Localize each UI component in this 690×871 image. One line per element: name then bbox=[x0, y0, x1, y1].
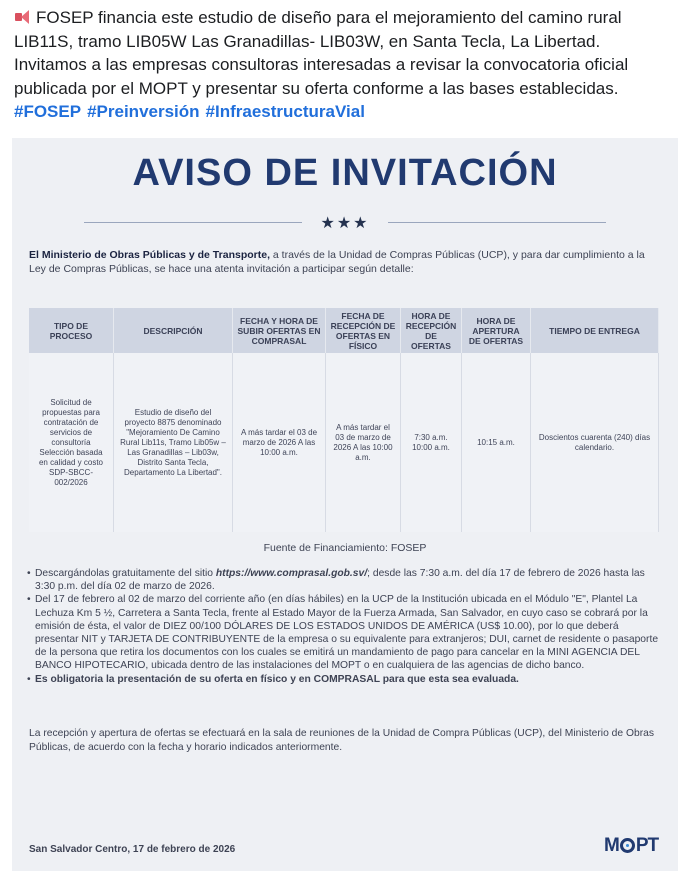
comprasal-link: https://www.comprasal.gob.sv/ bbox=[215, 568, 368, 579]
table-header-row bbox=[29, 308, 659, 353]
list-item: • Del 17 de febrero al 02 de marzo del corriente año (en días hábiles) en la UCP de la Institución ubicada en el Módulo "E", Plantel La Lechuza Km 5 ½, Carretera a Santa Tecla, frente al Estado Mayor de la Fuerza Armada, San Salvador, en cuyo caso se cobrará por la emisión de ésta, el valor de DIEZ 00/100 DÓLARES DE LOS ESTADOS UNIDOS DE AMÉRICA (US$ 10.00), por lo que deberá presentar NIT y TARJETA DE CONTRIBUYENTE de la empresa o su equivalente para extranjeros; DUI, carnet de residente o pasaporte de la persona que retira los documentos con los cuales se emitirá un mandamiento de pago para cancelar en la MINI AGENCIA DEL BANCO HIPOTECARIO, ubicada dentro de las instalaciones del MOPT o en cualquiera de las agencias de dicho banco. bbox=[29, 593, 663, 672]
intro-rest: a través de la Unidad de Compras Públicas (UCP), y para dar cumplimiento a la Ley de Compras Públicas, se hace una atenta invitación a participar según detalle: bbox=[29, 249, 645, 275]
hashtag-infraestructura-vial[interactable]: #InfraestructuraVial bbox=[205, 102, 365, 121]
header-cell: TIEMPO DE ENTREGA bbox=[531, 308, 659, 353]
header-cell: HORA DE APERTURA DE OFERTAS bbox=[462, 308, 531, 353]
post-body: FOSEP financia este estudio de diseño para el mejoramiento del camino rural LIB11S, tramo LIB05W Las Granadillas- LIB03W, en Santa Tecla, La Libertad. Invitamos a las empresas consultoras interesadas a revisar la convocatoria oficial publicada por el MOPT y presentar su oferta conforme a las bases establecidas. bbox=[14, 8, 629, 98]
flyer-title: AVISO DE INVITACIÓN bbox=[132, 152, 558, 194]
header-cell: DESCRIPCIÓN bbox=[114, 308, 233, 353]
table-cell: Doscientos cuarenta (240) días calendario. bbox=[531, 353, 659, 532]
header-cell: HORA DE RECEPCIÓN DE OFERTAS bbox=[401, 308, 462, 353]
closing-paragraph: La recepción y apertura de ofertas se efectuará en la sala de reuniones de la Unidad de Compra Públicas (UCP), del Ministerio de Obras Públicas, de acuerdo con la fecha y horario indicados anteriormente. bbox=[29, 728, 655, 753]
header-cell: FECHA Y HORA DE SUBIR OFERTAS EN COMPRASAL bbox=[233, 308, 326, 353]
instructions-list bbox=[29, 567, 663, 686]
intro-paragraph bbox=[29, 248, 663, 276]
table-row bbox=[29, 353, 659, 532]
intro-bold: El Ministerio de Obras Públicas y de Transporte, bbox=[29, 249, 270, 261]
table-cell: Estudio de diseño del proyecto 8875 denominado "Mejoramiento De Camino Rural Lib11s, Tramo Lib05w – Las Granadillas – Lib03w, Distrito Santa Tecla, Departamento La Libertad". bbox=[114, 353, 233, 532]
megaphone-icon bbox=[14, 10, 30, 24]
mopt-logo: M PT bbox=[604, 835, 659, 856]
table-cell: A más tardar el 03 de marzo de 2026 A las 10:00 a.m. bbox=[326, 353, 401, 532]
table-cell: A más tardar el 03 de marzo de 2026 A las 10:00 a.m. bbox=[233, 353, 326, 532]
process-table bbox=[29, 308, 659, 532]
header-cell: FECHA DE RECEPCIÓN DE OFERTAS EN FÍSICO bbox=[326, 308, 401, 353]
funding-source: Fuente de Financiamiento: FOSEP bbox=[263, 542, 427, 554]
hashtags bbox=[14, 102, 371, 121]
table-cell: 7:30 a.m. 10:00 a.m. bbox=[401, 353, 462, 532]
table-cell: Solicitud de propuestas para contratación de servicios de consultoría Selección basada en calidad y costo SDP-SBCC-002/2026 bbox=[29, 353, 114, 532]
list-item bbox=[29, 567, 663, 593]
bullet1-pre: Descargándolas gratuitamente del sitio bbox=[35, 568, 216, 579]
list-item bbox=[29, 673, 663, 686]
divider-right bbox=[388, 222, 606, 223]
bullet1-post: ; desde las 7:30 a.m. del día 17 de febrero de 2026 hasta las 3:30 p.m. del día 02 de marzo de 2026. bbox=[35, 568, 645, 593]
stars-ornament: ★★★ bbox=[320, 215, 370, 232]
hashtag-fosep[interactable]: #FOSEP bbox=[14, 102, 82, 121]
bullet3-text: Es obligatoria la presentación de su oferta en físico y en COMPRASAL para que esta sea evaluada. bbox=[35, 673, 519, 685]
header-cell: TIPO DE PROCESO bbox=[29, 308, 114, 353]
flyer-image[interactable] bbox=[12, 138, 678, 871]
table-cell: 10:15 a.m. bbox=[462, 353, 531, 532]
footer-date: San Salvador Centro, 17 de febrero de 2026 bbox=[29, 844, 236, 855]
post-text bbox=[0, 0, 690, 120]
hashtag-preinversion[interactable]: #Preinversión bbox=[87, 102, 200, 121]
